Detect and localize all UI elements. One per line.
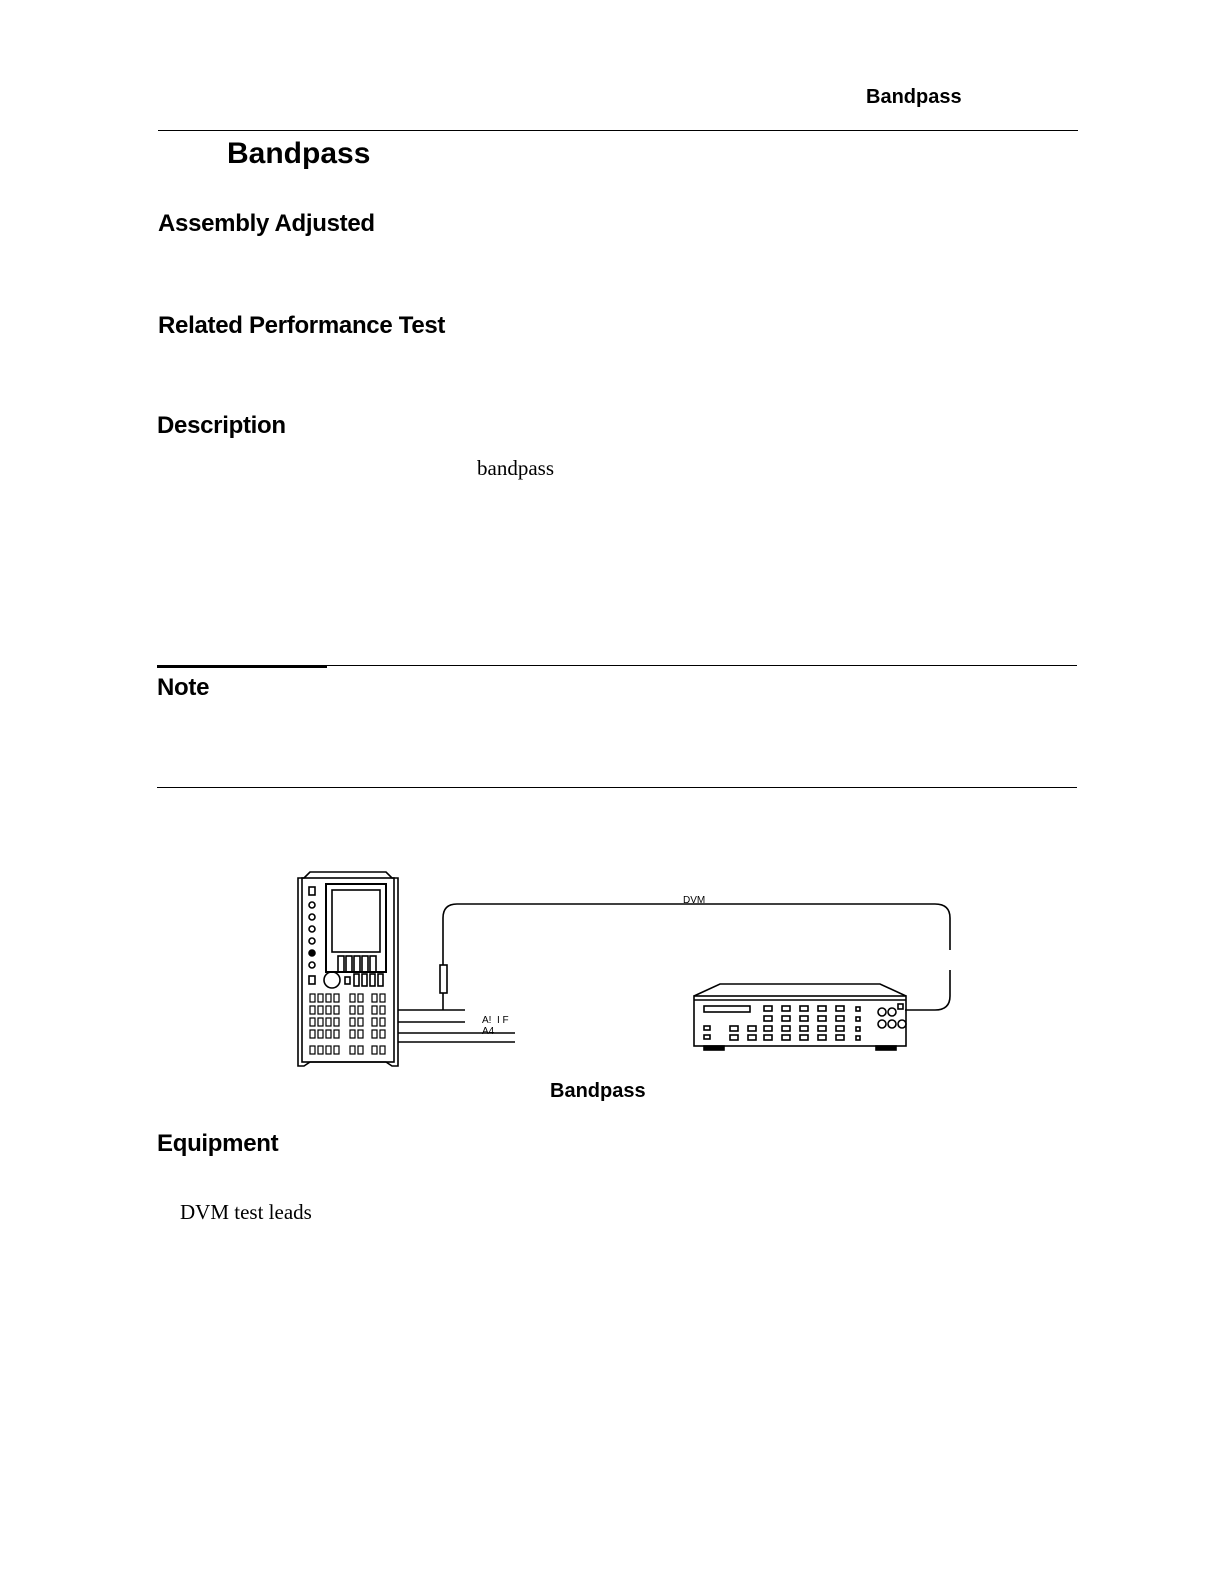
heading-description: Description: [157, 412, 286, 439]
equipment-setup-diagram: [290, 870, 980, 1070]
description-text: bandpass: [477, 456, 554, 480]
note-rule-top: [157, 665, 1077, 666]
figure-caption: Bandpass: [550, 1080, 646, 1102]
header-rule: [158, 130, 1078, 131]
running-header: Bandpass: [866, 86, 962, 108]
connector-a-label: A! I F: [482, 1015, 509, 1026]
note-rule-bottom: [157, 787, 1077, 788]
dvm-probe-icon: [440, 904, 950, 1010]
heading-equipment: Equipment: [157, 1130, 279, 1157]
connector-b-label: A4: [482, 1026, 495, 1037]
dvm-label: DVM: [683, 895, 706, 906]
spectrum-analyzer-icon: [298, 872, 398, 1066]
page-title: Bandpass: [227, 137, 371, 170]
equipment-item: DVM test leads: [180, 1200, 312, 1224]
heading-assembly-adjusted: Assembly Adjusted: [158, 210, 375, 237]
dvm-instrument-icon: [694, 984, 906, 1050]
heading-note: Note: [157, 674, 210, 701]
heading-related-performance-test: Related Performance Test: [158, 312, 446, 339]
